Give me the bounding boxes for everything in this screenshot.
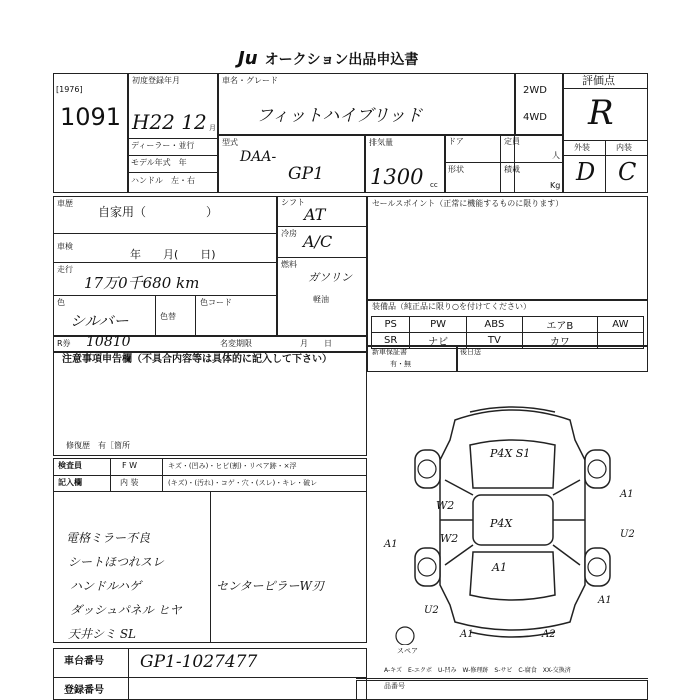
warranty-extra-box <box>457 346 648 372</box>
title-text: オークション出品申込書 <box>264 52 419 68</box>
fuel-value: ガソリン <box>308 271 352 284</box>
diesel-label: 軽油 <box>313 295 329 304</box>
exterior-label: 外装 <box>574 143 590 152</box>
cc-unit: cc <box>430 181 438 189</box>
lot-label: [1976] <box>56 85 83 94</box>
first-reg-label: 初度登録年月 <box>132 76 180 85</box>
shift-label: シフト <box>281 198 305 207</box>
legend-line-2: 品番号 <box>384 682 405 690</box>
chassis-value: GP1-1027477 <box>140 652 258 672</box>
mileage-value: 17万0千680 km <box>84 274 200 292</box>
model-year-label: モデル年式 年 <box>131 158 187 167</box>
transfer-unit: 月 日 <box>300 339 332 348</box>
type-value-1: DAA- <box>240 149 277 165</box>
interior-value: C <box>618 158 637 186</box>
color-code-label: 色コード <box>200 298 232 307</box>
inspector-label: 検査員 <box>58 461 82 470</box>
drive-box <box>515 73 563 135</box>
ac-value: A/C <box>303 232 333 251</box>
ac-label: 冷房 <box>281 229 297 238</box>
spare-tire <box>396 627 414 645</box>
form-title <box>238 48 419 69</box>
warranty-extra: 後日送 <box>460 348 481 356</box>
lot-number: 1091 <box>60 103 122 131</box>
recycle-label: R券 <box>57 339 71 348</box>
legend-line-1: A-キズ E-エクボ U-凹み W-修理跡 S-サビ C-腐食 XX-交換済 <box>384 667 571 674</box>
type-label: 型式 <box>222 138 238 147</box>
note-line-4: ダッシュパネル ヒヤ <box>70 603 182 617</box>
person-unit: 人 <box>552 151 560 160</box>
load-label: 積載 <box>504 165 520 174</box>
equip-tv: TV <box>466 333 522 349</box>
shaken-value: 年 月( 日) <box>130 248 216 261</box>
mark-front-hood: P4X S1 <box>490 447 531 460</box>
notes-label: 注意事項申告欄（不具合内容等は具体的に記入して下さい） <box>62 354 332 365</box>
color-change-label: 色替 <box>160 312 176 321</box>
eval-value: R <box>588 93 614 133</box>
door-label: ドア <box>448 137 464 146</box>
type-value-2: GP1 <box>288 164 324 184</box>
mark-left-side: A1 <box>384 539 398 550</box>
dealer-label: ディーラー・並行 <box>131 141 195 150</box>
color-value: シルバー <box>70 312 129 330</box>
equip-abs: ABS <box>466 317 522 333</box>
history-label: 車歴 <box>57 199 73 208</box>
first-reg-value: H22 12 <box>132 110 207 134</box>
mark-left-rear-door: W2 <box>440 532 459 545</box>
mark-trunk: A1 <box>492 561 507 574</box>
equip-ps: PS <box>372 317 410 333</box>
capacity-label: 定員 <box>504 137 520 146</box>
handle-label: ハンドル 左・右 <box>131 176 195 185</box>
equip-sr: SR <box>372 333 410 349</box>
history-value: 自家用（ ） <box>98 205 219 219</box>
interior-label: 内装 <box>616 143 632 152</box>
fw-items: キズ・(凹み)・ヒビ(割)・リペア跡・×浮 <box>168 462 297 470</box>
mark-rear-left: U2 <box>424 605 439 616</box>
mark-roof: P4X <box>490 517 513 530</box>
exterior-value: D <box>576 158 596 186</box>
shift-value: AT <box>304 205 326 224</box>
displacement-value: 1300 <box>370 165 424 189</box>
mark-rear-bumper: A1 <box>460 629 474 640</box>
reg-label: 登録番号 <box>64 685 104 696</box>
spare-label: スペア <box>397 647 418 655</box>
drive-4wd: 4WD <box>523 112 547 123</box>
note-line-1: 電格ミラー不良 <box>66 531 151 545</box>
displacement-label: 排気量 <box>369 138 393 147</box>
mark-rear-bumper-right: A2 <box>542 629 556 640</box>
sales-point-box <box>367 196 648 300</box>
mark-right-rear: U2 <box>620 529 635 540</box>
recycle-value: 10810 <box>86 334 131 350</box>
shape-label: 形状 <box>448 165 464 174</box>
equip-navi: ナビ <box>410 333 466 349</box>
interior-items: (キズ)・(汚れ)・コゲ・穴・(スレ)・キレ・破レ <box>168 479 318 487</box>
repair-label: 修復歴 有［箇所 <box>66 441 130 450</box>
equip-pw: PW <box>410 317 466 333</box>
warranty-options: 有・無 <box>390 360 411 368</box>
month-unit: 月 <box>209 124 216 132</box>
entry-label: 記入欄 <box>58 478 82 487</box>
mark-rear-right-corner: A1 <box>598 595 612 606</box>
mark-right-front: A1 <box>620 489 634 500</box>
transfer-label: 名変期限 <box>220 339 252 348</box>
fuel-label: 燃料 <box>281 260 297 269</box>
car-roof <box>473 495 553 545</box>
note-line-3: ハンドルハゲ <box>70 579 142 593</box>
equipment-label: 装備品（純正品に限り○を付けてください） <box>372 302 531 311</box>
equip-aw: AW <box>597 317 643 333</box>
equipment-table <box>371 316 644 349</box>
equip-airbag: エアB <box>522 317 597 333</box>
mark-left-front-door: W2 <box>436 499 455 512</box>
car-diagram <box>375 400 650 645</box>
car-name-label: 車名・グレード <box>222 76 278 85</box>
drive-2wd: 2WD <box>523 85 547 96</box>
shaken-label: 車検 <box>57 242 73 251</box>
sales-point-label: セールスポイント（正常に機能するものに限ります） <box>372 199 564 208</box>
color-label: 色 <box>57 298 65 307</box>
warranty-label: 新車保証書 <box>372 348 407 356</box>
chassis-label: 車台番号 <box>64 656 104 667</box>
note-line-5: 天井シミ SL <box>68 627 137 641</box>
mileage-label: 走行 <box>57 265 73 274</box>
fw-label: F W <box>122 461 138 470</box>
interior-row-label: 内 装 <box>120 478 139 487</box>
kg-unit: Kg <box>550 181 561 190</box>
equip-leather: カワ <box>522 333 597 349</box>
ju-logo: Ju <box>238 48 258 69</box>
car-name-value: フィットハイブリッド <box>256 106 423 126</box>
eval-label: 評価点 <box>582 74 615 87</box>
note-line-2: シートほつれスレ <box>68 555 165 569</box>
note-right: センターピラーW刃 <box>216 579 324 593</box>
